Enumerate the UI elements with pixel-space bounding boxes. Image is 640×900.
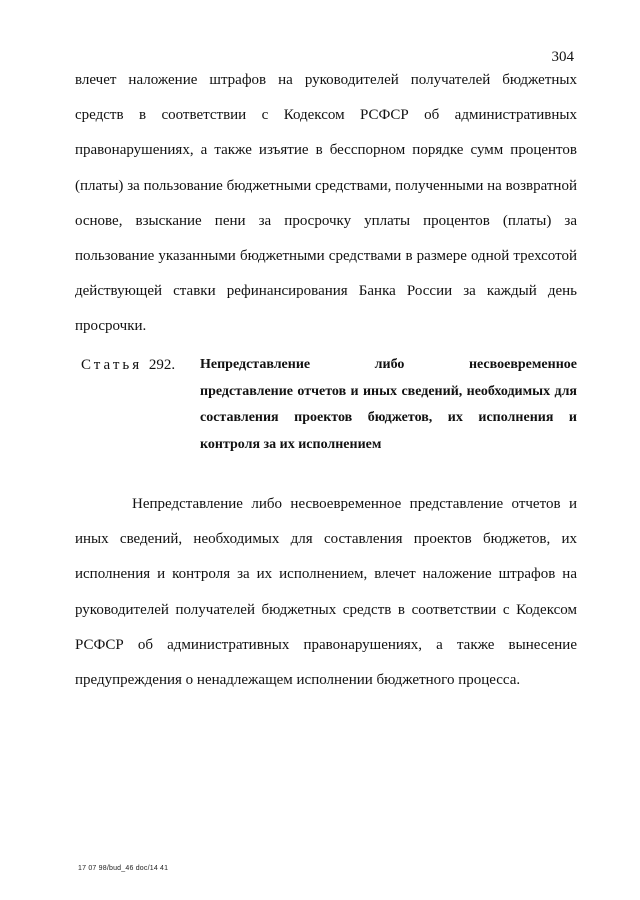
article-title-word-2: либо (374, 357, 405, 372)
footer-file-stamp: 17 07 98/bud_46 doc/14 41 (78, 865, 169, 872)
article-label (81, 352, 175, 378)
article-title-rest: представление отчетов и иных сведений, необходимых для составления проектов бюджетов, их исполнения и контроля за их исполнением (200, 383, 577, 452)
article-title (200, 352, 577, 458)
article-title-first-line (200, 352, 577, 379)
body-paragraph-2: Непредставление либо несвоевременное представление отчетов и иных сведений, необходимых для составления проектов бюджетов, их исполнения и контроля за их исполнением, влечет наложение штрафов на руководителей получателей бюджетных средств в соответствии с Кодексом РСФСР об административных правонарушениях, а также вынесение предупреждения о ненадлежащем исполнении бюджетного процесса. (75, 496, 577, 689)
article-title-word-3: несвоевременное (468, 357, 577, 372)
page-number: 304 (551, 49, 574, 65)
body-paragraph-1: влечет наложение штрафов на руководителей получателей бюджетных средств в соответствии с Кодексом РСФСР об административных правонарушениях, а также изъятие в бесспорном порядке сумм процентов (платы) за пользование бюджетными средствами, полученными на возвратной основе, взыскание пени за просрочку уплаты процентов (платы) за пользование указанными бюджетными средствами в размере одной трехсотой действующей ставки рефинансирования Банка России за каждый день просрочки. (75, 72, 577, 335)
article-number: 292. (148, 357, 176, 373)
article-label-word: Статья (81, 357, 143, 373)
article-title-word-1: Непредставление (200, 357, 311, 372)
